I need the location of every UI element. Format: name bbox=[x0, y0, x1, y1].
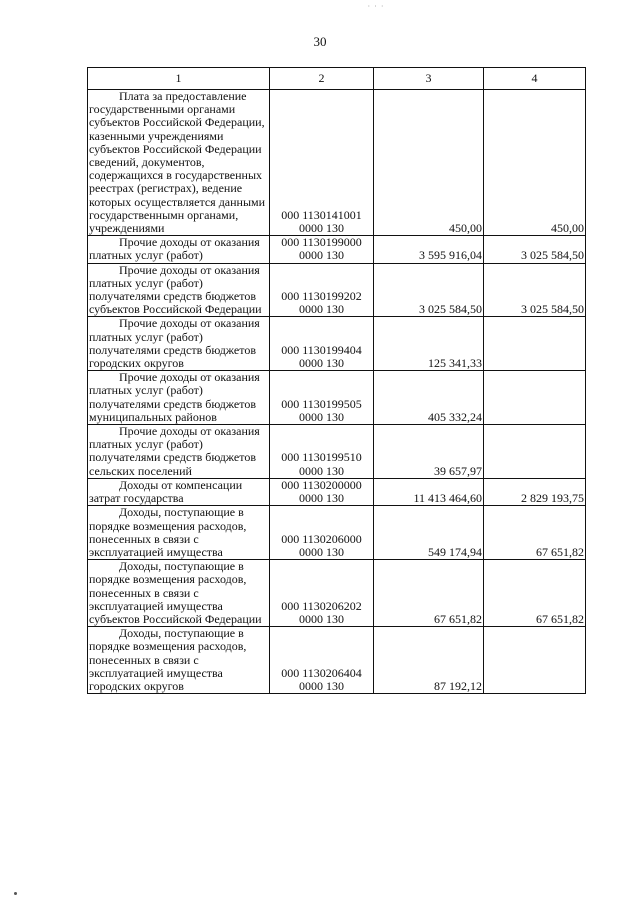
row-code-cell: 000 1130199404 0000 130 bbox=[270, 317, 374, 371]
row-value-col3: 3 595 916,04 bbox=[374, 236, 484, 263]
table-row bbox=[88, 560, 586, 627]
row-value-col3: 39 657,97 bbox=[374, 425, 484, 479]
row-name-cell: Доходы от компенсации затрат государства bbox=[88, 478, 270, 505]
row-name-cell: Прочие доходы от оказания платных услуг (работ) получателями средств бюджетов сельских поселений bbox=[88, 425, 270, 479]
row-name-cell: Прочие доходы от оказания платных услуг (работ) получателями средств бюджетов городских округов bbox=[88, 317, 270, 371]
row-code-cell: 000 1130199202 0000 130 bbox=[270, 263, 374, 317]
row-value-col4: 3 025 584,50 bbox=[484, 263, 586, 317]
row-code-cell: 000 1130206202 0000 130 bbox=[270, 560, 374, 627]
table-row bbox=[88, 317, 586, 371]
row-value-col4 bbox=[484, 317, 586, 371]
row-value-col3: 3 025 584,50 bbox=[374, 263, 484, 317]
scan-artifact-mark bbox=[14, 892, 17, 895]
row-code-cell: 000 1130199000 0000 130 bbox=[270, 236, 374, 263]
table-row bbox=[88, 371, 586, 425]
row-value-col4: 2 829 193,75 bbox=[484, 478, 586, 505]
revenue-table bbox=[87, 67, 586, 694]
table-row bbox=[88, 627, 586, 694]
column-header-2: 2 bbox=[270, 68, 374, 90]
row-value-col3: 87 192,12 bbox=[374, 627, 484, 694]
row-name-cell: Плата за предоставление государственными органами субъектов Российской Федерации, казенными учреждениями субъектов Российской Федерации сведений, документов, содержащихся в государственных реестрах (регистрах), ведение которых осуществляется данными государственнымн органами, учреждениями bbox=[88, 90, 270, 236]
row-value-col4: 3 025 584,50 bbox=[484, 236, 586, 263]
table-row bbox=[88, 263, 586, 317]
table-row bbox=[88, 90, 586, 236]
row-code-cell: 000 1130199505 0000 130 bbox=[270, 371, 374, 425]
scan-artifact-dots: · · · bbox=[367, 2, 385, 11]
row-value-col4 bbox=[484, 627, 586, 694]
row-value-col4 bbox=[484, 371, 586, 425]
row-code-cell: 000 1130200000 0000 130 bbox=[270, 478, 374, 505]
row-name-cell: Доходы, поступающие в порядке возмещения расходов, понесенных в связи с эксплуатацией имущества bbox=[88, 506, 270, 560]
row-value-col4 bbox=[484, 425, 586, 479]
row-value-col3: 125 341,33 bbox=[374, 317, 484, 371]
table-row bbox=[88, 478, 586, 505]
column-header-4: 4 bbox=[484, 68, 586, 90]
row-code-cell: 000 1130206000 0000 130 bbox=[270, 506, 374, 560]
table-row bbox=[88, 425, 586, 479]
row-value-col3: 405 332,24 bbox=[374, 371, 484, 425]
row-code-cell: 000 1130141001 0000 130 bbox=[270, 90, 374, 236]
row-value-col3: 11 413 464,60 bbox=[374, 478, 484, 505]
row-value-col3: 549 174,94 bbox=[374, 506, 484, 560]
row-name-cell: Прочие доходы от оказания платных услуг (работ) получателями средств бюджетов субъектов Российской Федерации bbox=[88, 263, 270, 317]
row-value-col4: 450,00 bbox=[484, 90, 586, 236]
table-header-row bbox=[88, 68, 586, 90]
table-body bbox=[88, 90, 586, 694]
row-code-cell: 000 1130199510 0000 130 bbox=[270, 425, 374, 479]
row-value-col4: 67 651,82 bbox=[484, 560, 586, 627]
row-name-cell: Прочие доходы от оказания платных услуг (работ) получателями средств бюджетов муниципальных районов bbox=[88, 371, 270, 425]
column-header-1: 1 bbox=[88, 68, 270, 90]
table-row bbox=[88, 506, 586, 560]
table-row bbox=[88, 236, 586, 263]
row-name-cell: Прочие доходы от оказания платных услуг (работ) bbox=[88, 236, 270, 263]
page-number: 30 bbox=[313, 34, 327, 49]
row-name-cell: Доходы, поступающие в порядке возмещения расходов, понесенных в связи с эксплуатацией имущества субъектов Российской Федерации bbox=[88, 560, 270, 627]
row-name-cell: Доходы, поступающие в порядке возмещения расходов, понесенных в связи с эксплуатацией имущества городских округов bbox=[88, 627, 270, 694]
row-value-col4: 67 651,82 bbox=[484, 506, 586, 560]
row-value-col3: 450,00 bbox=[374, 90, 484, 236]
row-code-cell: 000 1130206404 0000 130 bbox=[270, 627, 374, 694]
row-value-col3: 67 651,82 bbox=[374, 560, 484, 627]
column-header-3: 3 bbox=[374, 68, 484, 90]
